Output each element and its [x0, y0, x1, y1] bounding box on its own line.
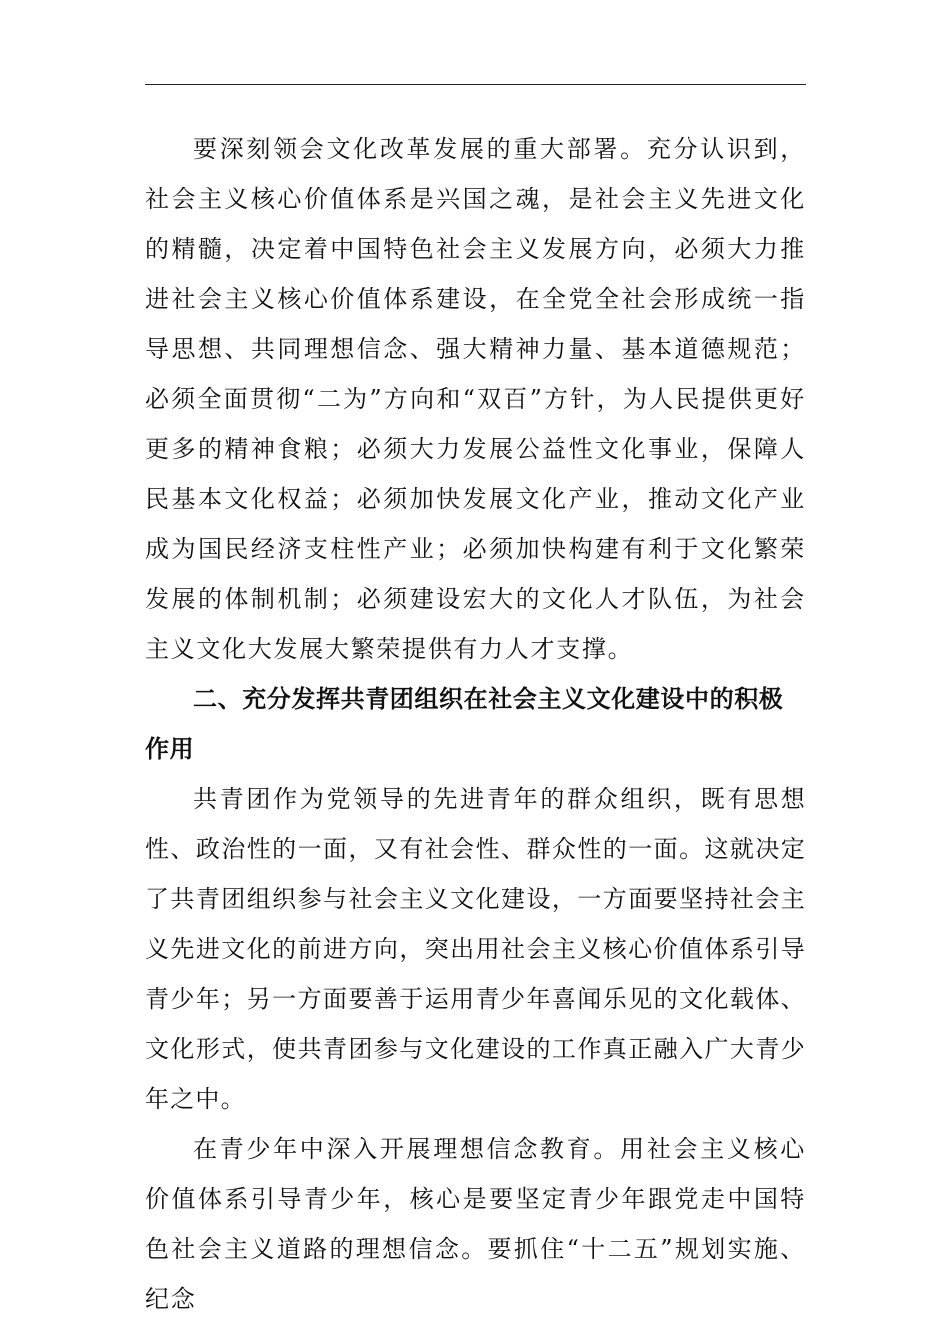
paragraph-ideals-education: 在青少年中深入开展理想信念教育。用社会主义核心价值体系引导青少年，核心是要坚定青少年跟党走中国特色社会主义道路的理想信念。要抓住“十二五”规划实施、纪念	[145, 1135, 806, 1313]
paragraph-cultural-reform: 要深刻领会文化改革发展的重大部署。充分认识到，社会主义核心价值体系是兴国之魂，是社会主义先进文化的精髓，决定着中国特色社会主义发展方向，必须大力推进社会主义核心价值体系建设，在全党全社会形成统一指导思想、共同理想信念、强大精神力量、基本道德规范；必须全面贯彻“二为”方向和“双百”方针，为人民提供更好更多的精神食粮；必须大力发展公益性文化事业，保障人民基本文化权益；必须加快发展文化产业，推动文化产业成为国民经济支柱性产业；必须加快构建有利于文化繁荣发展的体制机制；必须建设宏大的文化人才队伍，为社会主义文化大发展大繁荣提供有力人才支撑。	[145, 135, 806, 663]
header-rule	[145, 84, 806, 85]
paragraph-youth-league-role: 共青团作为党领导的先进青年的群众组织，既有思想性、政治性的一面，又有社会性、群众性的一面。这就决定了共青团组织参与社会主义文化建设，一方面要坚持社会主义先进文化的前进方向，突出用社会主义核心价值体系引导青少年；另一方面要善于运用青少年喜闻乐见的文化载体、文化形式，使共青团参与文化建设的工作真正融入广大青少年之中。	[145, 785, 806, 1113]
document-body	[145, 124, 806, 1324]
section-heading-2: 二、充分发挥共青团组织在社会主义文化建设中的积极作用	[145, 685, 784, 763]
